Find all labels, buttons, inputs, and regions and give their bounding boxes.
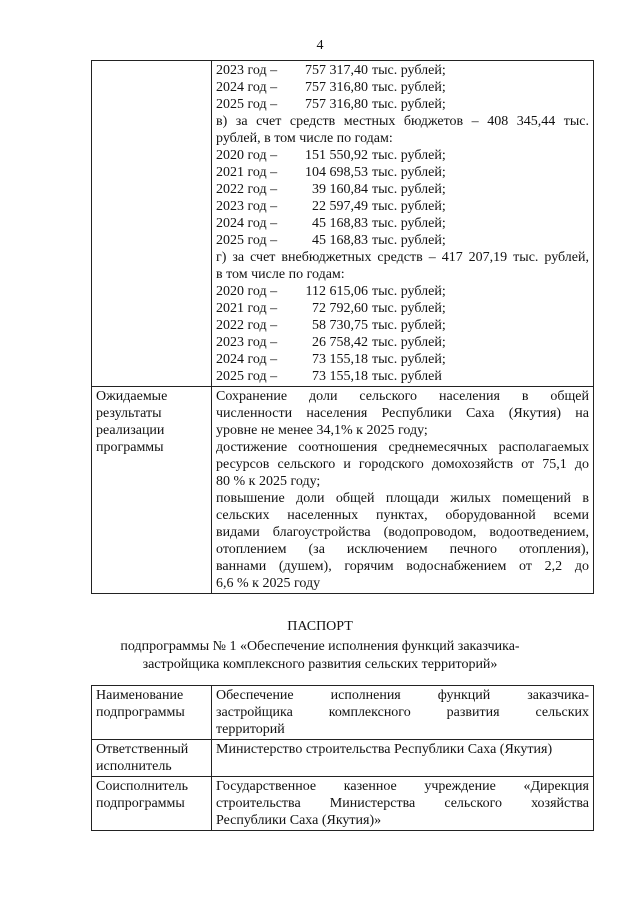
year-label: 2020 год – <box>216 148 278 163</box>
local-budget-line <box>216 164 589 181</box>
amount-unit: тыс. рублей; <box>372 216 446 231</box>
funding-label-cell <box>92 61 212 387</box>
funding-value-cell <box>212 61 594 387</box>
results-text-line: Сохранение доли сельского населения в общей <box>216 389 589 404</box>
extra-budget-line <box>216 351 589 368</box>
amount-value: 22 597,49 <box>312 199 368 214</box>
year-label: 2022 год – <box>216 318 278 333</box>
subprogram-value-cell <box>212 777 594 831</box>
subprogram-passport-table <box>91 685 594 831</box>
extra-budget-intro-2: в том числе по годам: <box>216 267 345 282</box>
amount-unit: тыс. рублей; <box>372 97 446 112</box>
subprogram-label-cell <box>92 740 212 777</box>
label-line: Ответственный <box>96 742 189 757</box>
passport-subtitle-line-2: застройщика комплексного развития сельских территорий» <box>142 657 498 672</box>
results-label-line: программы <box>96 440 164 455</box>
amount-value: 73 155,18 <box>312 352 368 367</box>
amount-value: 45 168,83 <box>312 233 368 248</box>
local-budget-line <box>216 147 589 164</box>
year-label: 2024 год – <box>216 352 278 367</box>
year-label: 2021 год – <box>216 165 278 180</box>
results-text-line: численности населения Республики Саха (Якутия) на <box>216 406 589 421</box>
results-text-line: уровне не менее 34,1% к 2025 году; <box>216 423 428 438</box>
local-budget-lines <box>216 147 589 249</box>
results-text-line: сельских населенных пунктах, оборудованной всеми <box>216 508 589 523</box>
label-line: подпрограммы <box>96 705 185 720</box>
program-passport-table-continuation <box>91 60 594 594</box>
extra-budget-lines <box>216 283 589 385</box>
results-text-line: видами благоустройства (водопроводом, водоотведением, <box>216 525 589 540</box>
local-budget-line <box>216 232 589 249</box>
amount-unit: тыс. рублей; <box>372 284 446 299</box>
results-text-line: 80 % к 2025 году; <box>216 474 321 489</box>
funding-lines-top <box>216 62 589 113</box>
extra-budget-line <box>216 317 589 334</box>
amount-unit: тыс. рублей; <box>372 335 446 350</box>
value-line: Республики Саха (Якутия)» <box>216 813 382 828</box>
amount-value: 73 155,18 <box>312 369 368 384</box>
label-line: подпрограммы <box>96 796 185 811</box>
passport-subtitle-line-1: подпрограммы № 1 «Обеспечение исполнения функций заказчика- <box>120 639 520 654</box>
passport-title: ПАСПОРТ <box>287 619 353 634</box>
results-label-cell <box>92 387 212 594</box>
label-line: Соисполнитель <box>96 779 189 794</box>
year-label: 2025 год – <box>216 97 278 112</box>
amount-value: 26 758,42 <box>312 335 368 350</box>
results-text-line: отоплением (за исключением печного отопления), <box>216 542 589 557</box>
results-label-line: результаты <box>96 406 162 421</box>
value-line: строительства Министерства сельского хозяйства <box>216 796 589 811</box>
year-label: 2025 год – <box>216 233 278 248</box>
funding-line <box>216 96 589 113</box>
results-label-line: Ожидаемые <box>96 389 168 404</box>
subprogram-row <box>92 740 594 777</box>
amount-unit: тыс. рублей <box>372 369 442 384</box>
results-label-line: реализации <box>96 423 165 438</box>
year-label: 2023 год – <box>216 335 278 350</box>
amount-unit: тыс. рублей; <box>372 182 446 197</box>
value-line: территорий <box>216 722 285 737</box>
amount-unit: тыс. рублей; <box>372 301 446 316</box>
results-text-line: 6,6 % к 2025 году <box>216 576 321 591</box>
extra-budget-line <box>216 283 589 300</box>
results-row <box>92 387 594 594</box>
value-line: Государственное казенное учреждение «Дирекция <box>216 779 589 794</box>
value-line: Обеспечение исполнения функций заказчика- <box>216 688 589 703</box>
year-label: 2020 год – <box>216 284 278 299</box>
amount-value: 45 168,83 <box>312 216 368 231</box>
amount-value: 39 160,84 <box>312 182 368 197</box>
results-text-line: повышение доли общей площади жилых помещений в <box>216 491 589 506</box>
amount-value: 58 730,75 <box>312 318 368 333</box>
value-line: Министерство строительства Республики Саха (Якутия) <box>216 742 553 757</box>
results-text-line: достижение соотношения среднемесячных располагаемых <box>216 440 589 455</box>
amount-unit: тыс. рублей; <box>372 352 446 367</box>
amount-unit: тыс. рублей; <box>372 318 446 333</box>
extra-budget-intro-1: г) за счет внебюджетных средств – 417 207,19 тыс. рублей, <box>216 250 589 265</box>
amount-value: 757 316,80 <box>305 97 368 112</box>
label-line: исполнитель <box>96 759 172 774</box>
extra-budget-line <box>216 334 589 351</box>
amount-unit: тыс. рублей; <box>372 233 446 248</box>
amount-unit: тыс. рублей; <box>372 63 446 78</box>
extra-budget-line <box>216 300 589 317</box>
funding-line <box>216 79 589 96</box>
year-label: 2023 год – <box>216 63 278 78</box>
year-label: 2024 год – <box>216 216 278 231</box>
local-budget-intro-1: в) за счет средств местных бюджетов – 408 345,44 тыс. <box>216 114 589 129</box>
subprogram-row <box>92 686 594 740</box>
funding-line <box>216 62 589 79</box>
amount-unit: тыс. рублей; <box>372 165 446 180</box>
results-value-cell <box>212 387 594 594</box>
year-label: 2025 год – <box>216 369 278 384</box>
amount-value: 757 316,80 <box>305 80 368 95</box>
subprogram-row <box>92 777 594 831</box>
value-line: застройщика комплексного развития сельских <box>216 705 589 720</box>
results-text-line: ваннами (душем), горячим водоснабжением от 2,2 до <box>216 559 589 574</box>
local-budget-line <box>216 198 589 215</box>
subprogram-label-cell <box>92 777 212 831</box>
amount-value: 72 792,60 <box>312 301 368 316</box>
year-label: 2023 год – <box>216 199 278 214</box>
amount-unit: тыс. рублей; <box>372 148 446 163</box>
amount-value: 104 698,53 <box>305 165 368 180</box>
subprogram-value-cell <box>212 740 594 777</box>
amount-value: 151 550,92 <box>305 148 368 163</box>
subprogram-value-cell <box>212 686 594 740</box>
subprogram-label-cell <box>92 686 212 740</box>
amount-value: 112 615,06 <box>305 284 368 299</box>
extra-budget-line <box>216 368 589 385</box>
results-text-line: ресурсов сельского и городского домохозяйств от 75,1 до <box>216 457 589 472</box>
year-label: 2024 год – <box>216 80 278 95</box>
local-budget-line <box>216 215 589 232</box>
amount-unit: тыс. рублей; <box>372 199 446 214</box>
amount-value: 757 317,40 <box>305 63 368 78</box>
amount-unit: тыс. рублей; <box>372 80 446 95</box>
label-line: Наименование <box>96 688 184 703</box>
local-budget-line <box>216 181 589 198</box>
funding-row <box>92 61 594 387</box>
year-label: 2022 год – <box>216 182 278 197</box>
page-number: 4 <box>316 38 324 53</box>
local-budget-intro-2: рублей, в том числе по годам: <box>216 131 393 146</box>
year-label: 2021 год – <box>216 301 278 316</box>
